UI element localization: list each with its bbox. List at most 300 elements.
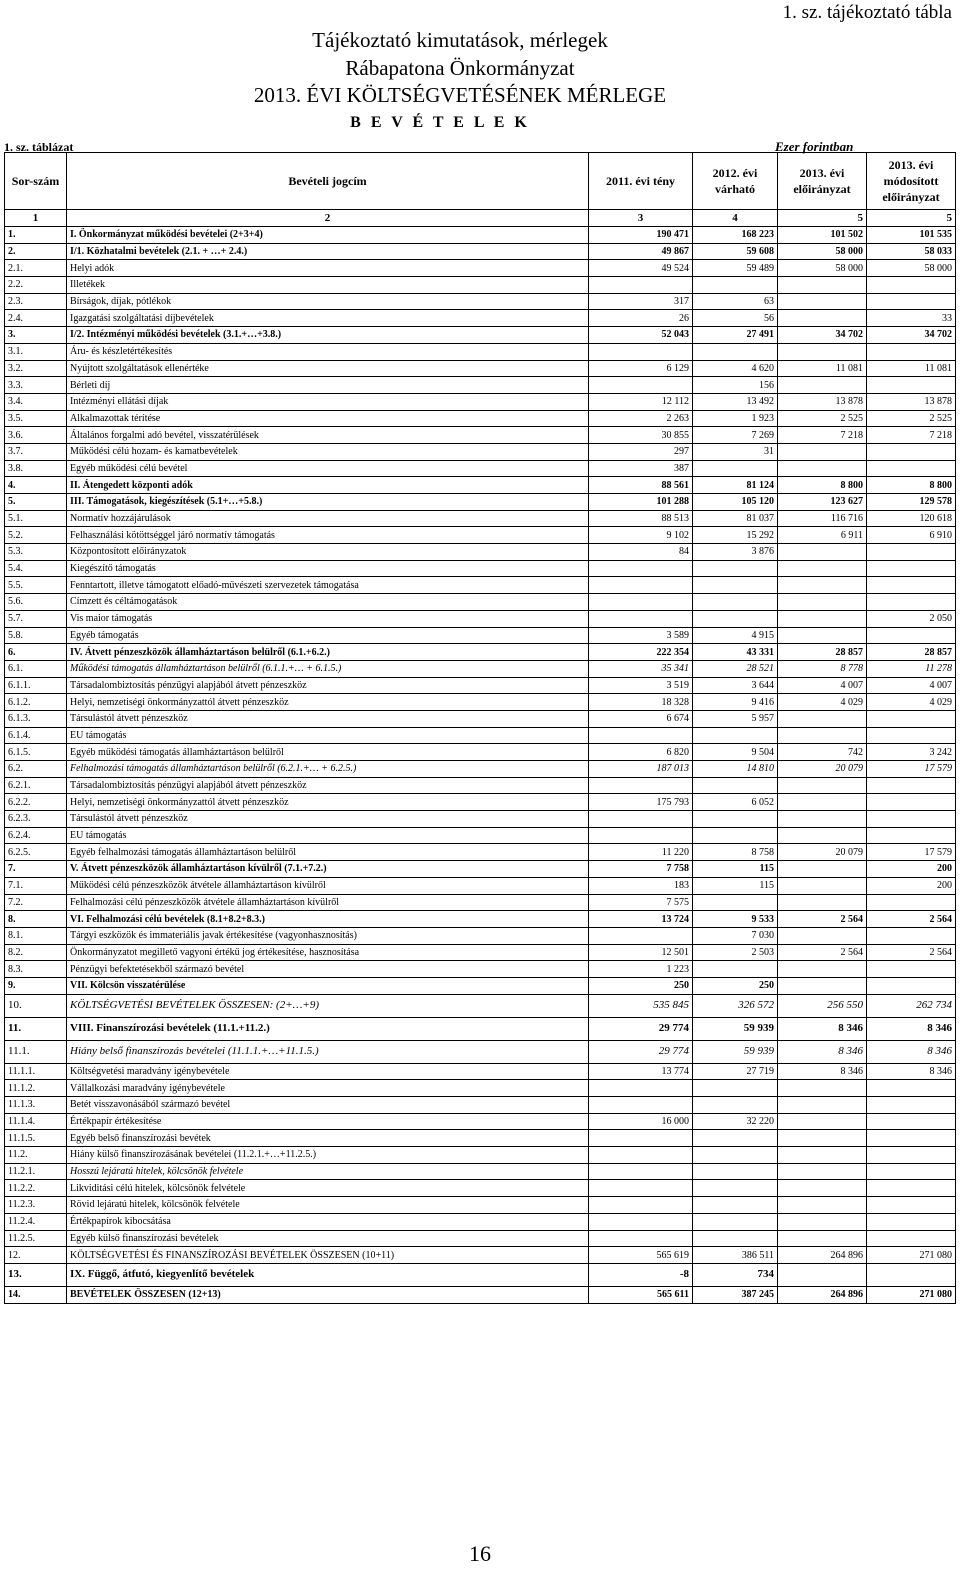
value-2012: 9 416 bbox=[693, 694, 778, 711]
value-2013-mod: 262 734 bbox=[867, 994, 956, 1017]
row-number: 11.2.4. bbox=[5, 1213, 67, 1230]
value-2013: 2 525 bbox=[778, 410, 867, 427]
value-2013-mod bbox=[867, 894, 956, 911]
value-2013-mod: 101 535 bbox=[867, 227, 956, 244]
col-header-2011: 2011. évi tény bbox=[589, 153, 693, 210]
value-2013-mod bbox=[867, 293, 956, 310]
table-row bbox=[5, 1247, 956, 1264]
value-2011: -8 bbox=[589, 1263, 693, 1286]
row-label: Társadalombiztosítás pénzügyi alapjából átvett pénzeszköz bbox=[67, 777, 589, 794]
colnum: 5 bbox=[778, 210, 867, 227]
row-number: 6.2.4. bbox=[5, 827, 67, 844]
table-row bbox=[5, 227, 956, 244]
value-2013-mod bbox=[867, 1113, 956, 1130]
top-right-label: 1. sz. tájékoztató tábla bbox=[782, 2, 952, 23]
value-2011: 2 263 bbox=[589, 410, 693, 427]
row-number: 5.8. bbox=[5, 627, 67, 644]
value-2011: 3 589 bbox=[589, 627, 693, 644]
table-row bbox=[5, 1286, 956, 1303]
value-2011: 175 793 bbox=[589, 794, 693, 811]
table-row bbox=[5, 1017, 956, 1040]
header-line-2: Rábapatona Önkormányzat bbox=[345, 56, 575, 80]
value-2013 bbox=[778, 894, 867, 911]
row-number: 11.1.3. bbox=[5, 1097, 67, 1114]
value-2011: 317 bbox=[589, 293, 693, 310]
row-number: 12. bbox=[5, 1247, 67, 1264]
value-2011 bbox=[589, 1163, 693, 1180]
table-row bbox=[5, 827, 956, 844]
value-2011 bbox=[589, 594, 693, 611]
value-2012: 9 533 bbox=[693, 911, 778, 928]
value-2013 bbox=[778, 627, 867, 644]
value-2012: 59 939 bbox=[693, 1040, 778, 1063]
value-2011: 13 774 bbox=[589, 1063, 693, 1080]
value-2011 bbox=[589, 377, 693, 394]
table-row bbox=[5, 977, 956, 994]
value-2013: 264 896 bbox=[778, 1286, 867, 1303]
column-number-row bbox=[5, 210, 956, 227]
row-label: Költségvetési maradvány igénybevétele bbox=[67, 1063, 589, 1080]
value-2013-mod: 129 578 bbox=[867, 494, 956, 511]
row-number: 3.2. bbox=[5, 360, 67, 377]
value-2011: 535 845 bbox=[589, 994, 693, 1017]
value-2013 bbox=[778, 794, 867, 811]
value-2012: 4 620 bbox=[693, 360, 778, 377]
value-2013: 2 564 bbox=[778, 911, 867, 928]
row-label: Felhalmozási támogatás államháztartáson belülről (6.2.1.+… + 6.2.5.) bbox=[67, 761, 589, 778]
table-row bbox=[5, 1230, 956, 1247]
table-row bbox=[5, 527, 956, 544]
value-2011 bbox=[589, 1147, 693, 1164]
row-label: Társadalombiztosítás pénzügyi alapjából átvett pénzeszköz bbox=[67, 677, 589, 694]
row-number: 6.1.2. bbox=[5, 694, 67, 711]
col-header-2012: 2012. évi várható bbox=[693, 153, 778, 210]
value-2012: 27 719 bbox=[693, 1063, 778, 1080]
value-2013: 101 502 bbox=[778, 227, 867, 244]
row-number: 11.1.4. bbox=[5, 1113, 67, 1130]
row-number: 6.2. bbox=[5, 761, 67, 778]
value-2013-mod bbox=[867, 961, 956, 978]
value-2013 bbox=[778, 927, 867, 944]
row-label: Igazgatási szolgáltatási díjbevételek bbox=[67, 310, 589, 327]
value-2013-mod: 2 564 bbox=[867, 911, 956, 928]
value-2013: 4 029 bbox=[778, 694, 867, 711]
col-header-2013: 2013. évi előirányzat bbox=[778, 153, 867, 210]
row-number: 3.5. bbox=[5, 410, 67, 427]
value-2013 bbox=[778, 443, 867, 460]
value-2013 bbox=[778, 343, 867, 360]
row-label: Egyéb működési támogatás államháztartáson belülről bbox=[67, 744, 589, 761]
value-2011: 11 220 bbox=[589, 844, 693, 861]
row-number: 3.4. bbox=[5, 393, 67, 410]
row-label: IV. Átvett pénzeszközök államháztartáson belülről (6.1.+6.2.) bbox=[67, 644, 589, 661]
value-2012: 6 052 bbox=[693, 794, 778, 811]
value-2011: 187 013 bbox=[589, 761, 693, 778]
value-2013-mod: 271 080 bbox=[867, 1247, 956, 1264]
value-2011 bbox=[589, 827, 693, 844]
value-2013 bbox=[778, 877, 867, 894]
value-2013-mod: 11 081 bbox=[867, 360, 956, 377]
value-2013-mod: 8 346 bbox=[867, 1063, 956, 1080]
value-2011: 35 341 bbox=[589, 660, 693, 677]
value-2011: 6 129 bbox=[589, 360, 693, 377]
value-2011: 88 513 bbox=[589, 510, 693, 527]
colnum: 5 bbox=[867, 210, 956, 227]
row-label: Illetékek bbox=[67, 277, 589, 294]
value-2011 bbox=[589, 343, 693, 360]
table-row bbox=[5, 777, 956, 794]
value-2013 bbox=[778, 1163, 867, 1180]
value-2013: 8 800 bbox=[778, 477, 867, 494]
value-2011 bbox=[589, 1130, 693, 1147]
value-2011: 565 619 bbox=[589, 1247, 693, 1264]
value-2012: 734 bbox=[693, 1263, 778, 1286]
value-2012 bbox=[693, 1230, 778, 1247]
value-2012: 28 521 bbox=[693, 660, 778, 677]
header-row bbox=[5, 153, 956, 210]
colnum: 2 bbox=[67, 210, 589, 227]
value-2011: 6 820 bbox=[589, 744, 693, 761]
value-2013-mod: 2 050 bbox=[867, 610, 956, 627]
row-number: 6.1.1. bbox=[5, 677, 67, 694]
value-2013: 20 079 bbox=[778, 844, 867, 861]
value-2013-mod: 4 007 bbox=[867, 677, 956, 694]
value-2011 bbox=[589, 927, 693, 944]
row-label: Áru- és készletértékesítés bbox=[67, 343, 589, 360]
value-2013-mod bbox=[867, 577, 956, 594]
row-number: 14. bbox=[5, 1286, 67, 1303]
table-row bbox=[5, 460, 956, 477]
value-2013-mod: 3 242 bbox=[867, 744, 956, 761]
row-label: Felhasználási kötöttséggel járó normatív támogatás bbox=[67, 527, 589, 544]
table-row bbox=[5, 877, 956, 894]
table-row bbox=[5, 1113, 956, 1130]
row-label: Helyi adók bbox=[67, 260, 589, 277]
row-label: Tárgyi eszközök és immateriális javak értékesítése (vagyonhasznosítás) bbox=[67, 927, 589, 944]
value-2013-mod bbox=[867, 1213, 956, 1230]
value-2013 bbox=[778, 727, 867, 744]
value-2013-mod: 200 bbox=[867, 877, 956, 894]
value-2013: 8 346 bbox=[778, 1063, 867, 1080]
value-2013 bbox=[778, 710, 867, 727]
value-2013-mod bbox=[867, 1163, 956, 1180]
row-number: 2.1. bbox=[5, 260, 67, 277]
value-2013 bbox=[778, 1097, 867, 1114]
table-row bbox=[5, 944, 956, 961]
value-2013 bbox=[778, 1197, 867, 1214]
value-2011: 13 724 bbox=[589, 911, 693, 928]
table-label: 1. sz. táblázat bbox=[4, 140, 74, 154]
value-2013 bbox=[778, 610, 867, 627]
row-number: 11.1.2. bbox=[5, 1080, 67, 1097]
row-number: 11.1. bbox=[5, 1040, 67, 1063]
value-2011: 18 328 bbox=[589, 694, 693, 711]
row-label: Pénzügyi befektetésekből származó bevétel bbox=[67, 961, 589, 978]
value-2013-mod: 13 878 bbox=[867, 393, 956, 410]
row-label: Működési támogatás államháztartáson belülről (6.1.1.+… + 6.1.5.) bbox=[67, 660, 589, 677]
value-2012: 3 644 bbox=[693, 677, 778, 694]
value-2013-mod: 28 857 bbox=[867, 644, 956, 661]
table-row bbox=[5, 560, 956, 577]
row-number: 6.1.5. bbox=[5, 744, 67, 761]
row-label: Fenntartott, illetve támogatott előadó-művészeti szervezetek támogatása bbox=[67, 577, 589, 594]
value-2012: 387 245 bbox=[693, 1286, 778, 1303]
value-2013-mod bbox=[867, 1197, 956, 1214]
header-line-4: B E V É T E L E K bbox=[350, 114, 530, 131]
value-2012 bbox=[693, 577, 778, 594]
value-2012: 168 223 bbox=[693, 227, 778, 244]
colnum: 4 bbox=[693, 210, 778, 227]
value-2013-mod: 8 800 bbox=[867, 477, 956, 494]
row-number: 4. bbox=[5, 477, 67, 494]
value-2012: 4 915 bbox=[693, 627, 778, 644]
table-row bbox=[5, 577, 956, 594]
value-2013-mod bbox=[867, 1180, 956, 1197]
value-2011: 16 000 bbox=[589, 1113, 693, 1130]
value-2013 bbox=[778, 1130, 867, 1147]
value-2013-mod: 4 029 bbox=[867, 694, 956, 711]
value-2012 bbox=[693, 1213, 778, 1230]
value-2013 bbox=[778, 827, 867, 844]
value-2013-mod: 271 080 bbox=[867, 1286, 956, 1303]
value-2011: 84 bbox=[589, 544, 693, 561]
value-2013: 6 911 bbox=[778, 527, 867, 544]
value-2011 bbox=[589, 1230, 693, 1247]
value-2012: 8 758 bbox=[693, 844, 778, 861]
value-2012: 81 037 bbox=[693, 510, 778, 527]
row-label: Vis maior támogatás bbox=[67, 610, 589, 627]
value-2013-mod bbox=[867, 777, 956, 794]
value-2013 bbox=[778, 544, 867, 561]
value-2012: 59 489 bbox=[693, 260, 778, 277]
value-2013-mod bbox=[867, 594, 956, 611]
value-2013-mod bbox=[867, 1263, 956, 1286]
currency-note: Ezer forintban bbox=[775, 139, 854, 154]
value-2013 bbox=[778, 1080, 867, 1097]
table-row bbox=[5, 377, 956, 394]
value-2013 bbox=[778, 1113, 867, 1130]
value-2012 bbox=[693, 277, 778, 294]
value-2011: 6 674 bbox=[589, 710, 693, 727]
row-label: Nyújtott szolgáltatások ellenértéke bbox=[67, 360, 589, 377]
value-2011 bbox=[589, 577, 693, 594]
value-2013 bbox=[778, 310, 867, 327]
value-2013-mod: 8 346 bbox=[867, 1017, 956, 1040]
value-2012 bbox=[693, 894, 778, 911]
table-row bbox=[5, 694, 956, 711]
row-label: VII. Kölcsön visszatérülése bbox=[67, 977, 589, 994]
value-2012: 27 491 bbox=[693, 327, 778, 344]
value-2013-mod: 2 525 bbox=[867, 410, 956, 427]
value-2013: 116 716 bbox=[778, 510, 867, 527]
row-number: 11.2.5. bbox=[5, 1230, 67, 1247]
row-number: 2.2. bbox=[5, 277, 67, 294]
budget-table bbox=[4, 152, 956, 1304]
row-number: 3.6. bbox=[5, 427, 67, 444]
value-2011: 29 774 bbox=[589, 1040, 693, 1063]
value-2013-mod bbox=[867, 343, 956, 360]
row-number: 10. bbox=[5, 994, 67, 1017]
table-row bbox=[5, 727, 956, 744]
value-2011: 565 611 bbox=[589, 1286, 693, 1303]
table-row bbox=[5, 443, 956, 460]
value-2013-mod: 34 702 bbox=[867, 327, 956, 344]
value-2013-mod bbox=[867, 1097, 956, 1114]
value-2013 bbox=[778, 1213, 867, 1230]
value-2013 bbox=[778, 861, 867, 878]
value-2012: 7 269 bbox=[693, 427, 778, 444]
row-label: Címzett és céltámogatások bbox=[67, 594, 589, 611]
value-2013: 7 218 bbox=[778, 427, 867, 444]
table-row bbox=[5, 243, 956, 260]
row-label: Intézményi ellátási díjak bbox=[67, 393, 589, 410]
value-2012 bbox=[693, 1097, 778, 1114]
table-row bbox=[5, 510, 956, 527]
value-2012: 105 120 bbox=[693, 494, 778, 511]
header-line-1: Tájékoztató kimutatások, mérlegek bbox=[312, 28, 608, 52]
row-number: 7. bbox=[5, 861, 67, 878]
value-2011: 190 471 bbox=[589, 227, 693, 244]
value-2013-mod: 17 579 bbox=[867, 844, 956, 861]
value-2013 bbox=[778, 811, 867, 828]
value-2013: 58 000 bbox=[778, 260, 867, 277]
row-label: EU támogatás bbox=[67, 727, 589, 744]
row-label: Alkalmazottak térítése bbox=[67, 410, 589, 427]
value-2013-mod bbox=[867, 460, 956, 477]
value-2013-mod bbox=[867, 811, 956, 828]
table-row bbox=[5, 1213, 956, 1230]
row-number: 5.6. bbox=[5, 594, 67, 611]
row-number: 8.3. bbox=[5, 961, 67, 978]
table-row bbox=[5, 894, 956, 911]
value-2011 bbox=[589, 727, 693, 744]
row-label: Bérleti díj bbox=[67, 377, 589, 394]
value-2011 bbox=[589, 1097, 693, 1114]
value-2012: 9 504 bbox=[693, 744, 778, 761]
row-number: 8.2. bbox=[5, 944, 67, 961]
row-number: 6.1.4. bbox=[5, 727, 67, 744]
value-2013: 264 896 bbox=[778, 1247, 867, 1264]
value-2011: 250 bbox=[589, 977, 693, 994]
value-2011: 29 774 bbox=[589, 1017, 693, 1040]
table-row bbox=[5, 677, 956, 694]
value-2013-mod bbox=[867, 727, 956, 744]
value-2011: 12 501 bbox=[589, 944, 693, 961]
value-2012: 43 331 bbox=[693, 644, 778, 661]
row-number: 6.2.1. bbox=[5, 777, 67, 794]
row-label: IX. Függő, átfutó, kiegyenlítő bevételek bbox=[67, 1263, 589, 1286]
value-2011: 387 bbox=[589, 460, 693, 477]
row-label: Általános forgalmi adó bevétel, visszatérülések bbox=[67, 427, 589, 444]
row-label: Betét visszavonásából származó bevétel bbox=[67, 1097, 589, 1114]
row-number: 5.5. bbox=[5, 577, 67, 594]
value-2013-mod bbox=[867, 627, 956, 644]
row-number: 6.1. bbox=[5, 660, 67, 677]
table-row bbox=[5, 327, 956, 344]
row-label: VIII. Finanszírozási bevételek (11.1.+11.2.) bbox=[67, 1017, 589, 1040]
value-2013: 8 346 bbox=[778, 1040, 867, 1063]
table-row bbox=[5, 644, 956, 661]
value-2012: 1 923 bbox=[693, 410, 778, 427]
table-row bbox=[5, 594, 956, 611]
value-2012: 31 bbox=[693, 443, 778, 460]
value-2013: 28 857 bbox=[778, 644, 867, 661]
value-2012: 59 608 bbox=[693, 243, 778, 260]
table-row bbox=[5, 360, 956, 377]
row-label: Egyéb működési célú bevétel bbox=[67, 460, 589, 477]
row-label: III. Támogatások, kiegészítések (5.1+…+5.8.) bbox=[67, 494, 589, 511]
row-number: 11.2.1. bbox=[5, 1163, 67, 1180]
value-2013-mod: 11 278 bbox=[867, 660, 956, 677]
value-2011: 297 bbox=[589, 443, 693, 460]
value-2013-mod: 8 346 bbox=[867, 1040, 956, 1063]
row-label: Helyi, nemzetiségi önkormányzattól átvett pénzeszköz bbox=[67, 794, 589, 811]
row-label: Önkormányzatot megillető vagyoni értékű jog értékesítése, hasznosítása bbox=[67, 944, 589, 961]
value-2012 bbox=[693, 343, 778, 360]
value-2012 bbox=[693, 594, 778, 611]
table-row bbox=[5, 410, 956, 427]
row-number: 1. bbox=[5, 227, 67, 244]
row-number: 8.1. bbox=[5, 927, 67, 944]
table-row bbox=[5, 710, 956, 727]
table-row bbox=[5, 911, 956, 928]
value-2012 bbox=[693, 727, 778, 744]
value-2013: 13 878 bbox=[778, 393, 867, 410]
value-2012: 250 bbox=[693, 977, 778, 994]
row-label: EU támogatás bbox=[67, 827, 589, 844]
row-label: Egyéb felhalmozási támogatás államháztartáson belülről bbox=[67, 844, 589, 861]
value-2013: 58 000 bbox=[778, 243, 867, 260]
row-number: 5. bbox=[5, 494, 67, 511]
row-label: VI. Felhalmozási célú bevételek (8.1+8.2+8.3.) bbox=[67, 911, 589, 928]
value-2013 bbox=[778, 1180, 867, 1197]
table-row bbox=[5, 293, 956, 310]
table-row bbox=[5, 794, 956, 811]
value-2011 bbox=[589, 1213, 693, 1230]
value-2013-mod bbox=[867, 443, 956, 460]
row-number: 7.2. bbox=[5, 894, 67, 911]
table-row bbox=[5, 1197, 956, 1214]
value-2011 bbox=[589, 1197, 693, 1214]
row-number: 2. bbox=[5, 243, 67, 260]
value-2013: 256 550 bbox=[778, 994, 867, 1017]
table-row bbox=[5, 627, 956, 644]
row-label: BEVÉTELEK ÖSSZESEN (12+13) bbox=[67, 1286, 589, 1303]
row-number: 6.2.2. bbox=[5, 794, 67, 811]
value-2012: 14 810 bbox=[693, 761, 778, 778]
row-label: Egyéb belső finanszírozási bevétek bbox=[67, 1130, 589, 1147]
row-number: 2.3. bbox=[5, 293, 67, 310]
table-row bbox=[5, 1080, 956, 1097]
row-number: 13. bbox=[5, 1263, 67, 1286]
value-2012 bbox=[693, 827, 778, 844]
value-2013 bbox=[778, 277, 867, 294]
table-row bbox=[5, 927, 956, 944]
col-header-title: Bevételi jogcím bbox=[67, 153, 589, 210]
row-label: Bírságok, díjak, pótlékok bbox=[67, 293, 589, 310]
row-label: I. Önkormányzat működési bevételei (2+3+4) bbox=[67, 227, 589, 244]
value-2011: 1 223 bbox=[589, 961, 693, 978]
value-2013-mod bbox=[867, 710, 956, 727]
value-2013 bbox=[778, 1147, 867, 1164]
value-2013: 20 079 bbox=[778, 761, 867, 778]
value-2011 bbox=[589, 1180, 693, 1197]
table-row bbox=[5, 1180, 956, 1197]
table-row bbox=[5, 277, 956, 294]
row-label: Központosított előirányzatok bbox=[67, 544, 589, 561]
value-2013-mod: 58 033 bbox=[867, 243, 956, 260]
value-2011: 7 758 bbox=[589, 861, 693, 878]
